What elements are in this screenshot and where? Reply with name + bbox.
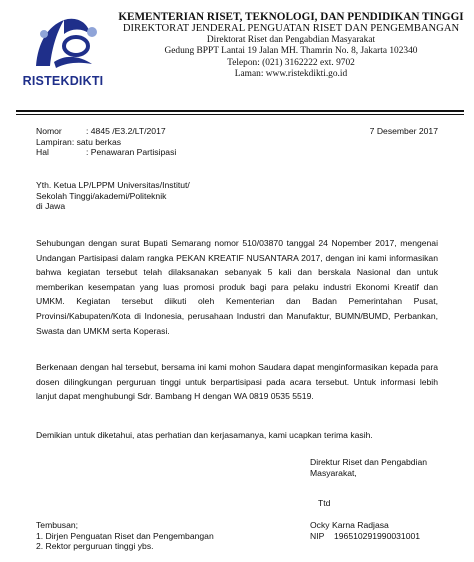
letterhead — [116, 12, 466, 80]
signatory-title — [310, 457, 427, 478]
telephone: Telepon: (021) 3162222 ext. 9702 — [227, 57, 355, 68]
recipient-line-1: Yth. Ketua LP/LPPM Universitas/Institut/ — [36, 180, 190, 190]
body-paragraph-2: Berkenaan dengan hal tersebut, bersama ini kami mohon Saudara dapat menginformasikan kepada para dosen dilingkungan perguruan tinggi untuk berpartisipasi pada acara tersebut. Untuk informasi lebih lanjut dapat menghubungi Sdr. Bambang H dengan WA 0819 0535 5519. — [36, 362, 438, 402]
recipient-line-3: di Jawa — [36, 201, 66, 212]
signatory — [310, 520, 420, 541]
signatory-title-line-2: Masyarakat, — [310, 467, 357, 478]
cc-item-1: 1. Dirjen Penguatan Riset dan Pengembangan — [36, 530, 214, 541]
nip-label: NIP — [310, 530, 325, 541]
letter-date: 7 Desember 2017 — [369, 126, 438, 136]
directorate-general: DIREKTORAT JENDERAL PENGUATAN RISET DAN PENGEMBANGAN — [122, 23, 460, 35]
ministry-name: KEMENTERIAN RISET, TEKNOLOGI, DAN PENDIDIKAN TINGGI — [118, 11, 464, 23]
letter-meta — [36, 126, 176, 158]
letterhead-rule-thick — [16, 110, 464, 112]
directorate: Direktorat Riset dan Pengabdian Masyarakat — [206, 34, 376, 45]
cc-item-2: 2. Rektor perguruan tinggi ybs. — [36, 541, 154, 552]
lampiran: Lampiran: satu berkas — [36, 136, 122, 147]
body-paragraph-3: Demikian untuk diketahui, atas perhatian dan kerjasamanya, kami ucapkan terima kasih. — [36, 430, 373, 440]
recipient — [36, 180, 190, 212]
letterhead-rule-thin — [16, 114, 464, 115]
nip-value: 196510291990031001 — [334, 530, 421, 541]
ristekdikti-logo — [18, 12, 108, 98]
hal-value: : Penawaran Partisipasi — [86, 147, 177, 158]
address: Gedung BPPT Lantai 19 Jalan MH. Thamrin No. 8, Jakarta 102340 — [164, 46, 418, 57]
cc-heading: Tembusan; — [36, 520, 79, 530]
nomor-value: : 4845 /E3.2/LT/2017 — [86, 126, 166, 136]
ristekdikti-emblem-icon — [18, 12, 108, 74]
recipient-line-2: Sekolah Tinggi/akademi/Politeknik — [36, 190, 167, 201]
logo-text: RISTEKDIKTI — [22, 74, 104, 88]
ttd-mark: Ttd — [318, 498, 331, 508]
body-paragraph-1: Sehubungan dengan surat Bupati Semarang nomor 510/03870 tanggal 24 Nopember 2017, mengenai Undangan Partisipasi dalam rangka PEKAN KREATIF NUSANTARA 2017, dengan ini kami informasikan bahwa kegiatan tersebut telah dilaksanakan sebanyak 5 kali dan berskala Nasional dan untuk memberikan kesempatan yang luas promosi produk bagi para pelaku industri Ekonomi Kreatif dan UMKM. Kegiatan tersebut diikuti oleh Kementerian dan Badan Pemerintahan Pusat, Provinsi/Kabupaten/Kota di Indonesia, perusahaan Industri dan Manufaktur, BUMN/BUMD, Perbankan, Swasta dan UMKM serta Koperasi. — [36, 238, 438, 336]
nomor-label: Nomor — [36, 126, 62, 136]
carbon-copy — [36, 520, 214, 552]
signatory-title-line-1: Direktur Riset dan Pengabdian — [310, 457, 428, 467]
signatory-name: Ocky Karna Radjasa — [310, 520, 389, 530]
website: Laman: www.ristekdikti.go.id — [234, 69, 348, 80]
hal-label: Hal — [36, 147, 49, 158]
